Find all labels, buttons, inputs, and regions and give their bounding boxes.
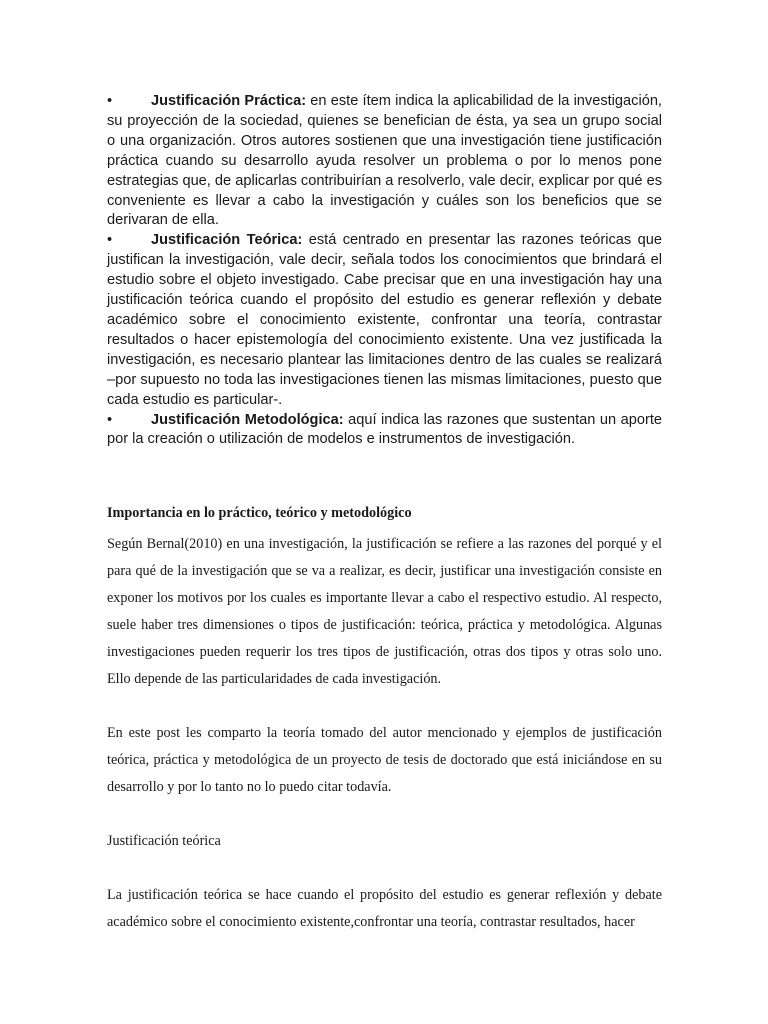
bullet-methodological [107, 411, 662, 451]
importance-section [107, 503, 662, 936]
bullet-marker: • [107, 232, 113, 249]
bullet-marker: • [107, 93, 113, 109]
bullet-title-methodological: Justificación Metodológica: [151, 411, 344, 428]
paragraph-post: En este post les comparto la teoría tomado del autor mencionado y ejemplos de justificación teórica, práctica y metodológica de un proyecto de tesis de doctorado que está iniciándose en su desarrollo y por lo tanto no lo puedo citar todavía. [107, 725, 662, 795]
bullet-text-practical: en este ítem indica la aplicabilidad de la investigación, su proyección de la sociedad, quienes se benefician de ésta, ya sea un grupo social o una organización. Otros autores sostienen que una investigación tiene justificación práctica cuando su desarrollo ayuda resolver un problema o por lo menos pone estrategias que, de aplicarlas contribuirían a resolverlo, vale decir, explicar por qué es conveniente es llevar a cabo la investigación y cuáles son los beneficios que se derivaran de ella. [107, 93, 662, 229]
subheading-theoretical: Justificación teórica [107, 833, 221, 849]
bullet-title-theoretical: Justificación Teórica: [151, 232, 303, 249]
bullet-text-methodological: aquí indica las razones que sustentan un aporte por la creación o utilización de modelos e instrumentos de investigación. [107, 411, 663, 448]
bullet-theoretical [107, 231, 662, 410]
bullet-marker: • [107, 411, 113, 428]
bullet-title-practical: Justificación Práctica: [151, 93, 307, 109]
paragraph-bernal: Según Bernal(2010) en una investigación, la justificación se refiere a las razones del porqué y el para qué de la investigación que se va a realizar, es decir, justificar una investigación consiste en exponer los motivos por los cuales es importante llevar a cabo el respectivo estudio. Al respecto, suele haber tres dimensiones o tipos de justificación: teórica, práctica y metodológica. Algunas investigaciones pueden requerir los tres tipos de justificación, otras dos tipos y otras solo uno. Ello depende de las particularidades de cada investigación. [107, 536, 662, 687]
section-heading: Importancia en lo práctico, teórico y metodológico [107, 505, 412, 521]
bullet-text-theoretical: está centrado en presentar las razones teóricas que justifican la investigación, vale decir, señala todos los conocimientos que brindará el estudio sobre el objeto investigado. Cabe precisar que en una investigación hay una justificación teórica cuando el propósito del estudio es generar reflexión y debate académico sobre el conocimiento existente, confrontar una teoría, contrastar resultados o hacer epistemología del conocimiento existente. Una vez justificada la investigación, es necesario plantear las limitaciones dentro de las cuales se realizará –por supuesto no toda las investigaciones tienen las mismas limitaciones, puesto que cada estudio es particular-. [107, 232, 662, 408]
justification-bullet-list [107, 92, 662, 450]
bullet-practical [107, 92, 662, 231]
paragraph-theoretical: La justificación teórica se hace cuando el propósito del estudio es generar reflexión y debate académico sobre el conocimiento existente,confrontar una teoría, contrastar resultados, hacer [107, 887, 662, 930]
